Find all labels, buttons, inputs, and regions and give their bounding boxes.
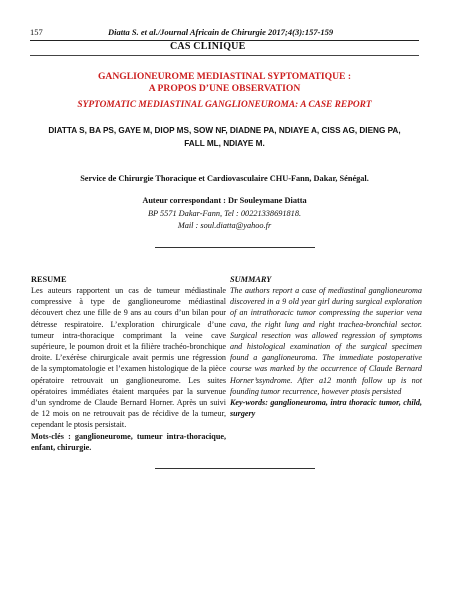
authors-line2: FALL ML, NDIAYE M.	[184, 139, 265, 148]
authors-line1: DIATTA S, BA PS, GAYE M, DIOP MS, SOW NF, DIADNE PA, NDIAYE A, CISS AG, DIENG PA,	[48, 126, 401, 135]
title-french-line2: A PROPOS D’UNE OBSERVATION	[148, 83, 301, 94]
resume-column	[31, 274, 226, 453]
running-header: Diatta S. et al./Journal Africain de Chirurgie 2017;4(3):157-159	[108, 27, 334, 37]
affiliation: Service de Chirurgie Thoracique et Cardiovasculaire CHU-Fann, Dakar, Sénégal.	[80, 174, 369, 183]
separator-rule	[155, 247, 315, 248]
resume-heading: RESUME	[31, 275, 67, 284]
corresponding-address: BP 5571 Dakar-Fann, Tel : 00221338691818.	[147, 209, 302, 218]
resume-keywords: Mots-clés : ganglioneurome, tumeur intra-thoracique, enfant, chirurgie.	[31, 431, 226, 452]
corresponding-email: Mail : soul.diatta@yahoo.fr	[177, 221, 272, 230]
bottom-separator-rule	[155, 468, 315, 469]
summary-column	[230, 274, 422, 419]
title-french-line1: GANGLIONEUROME MEDIASTINAL SYPTOMATIQUE :	[97, 71, 352, 82]
summary-keywords: Key-words: ganglioneuroma, intra thoracic tumor, child, surgery	[230, 398, 422, 419]
section-rule	[30, 55, 419, 56]
resume-body: Les auteurs rapportent un cas de tumeur médiastinale compressive à type de ganglioneurome médiastinal découvert chez une fille de 9 ans au cours d’un bilan pour détresse respiratoire. L’exploration chirurgicale d’une tumeur intra-thoracique comprimant la veine cave supérieure, le poumon droit et la filière trachéo-bronchique droite. L’exérèse chirurgicale avait permis une régression de la symptomatologie et l’examen histologique de la pièce opératoire retrouvait un ganglioneurome. Les suites opératoires immédiates étaient marquées par la survenue d’un syndrome de Claude Bernard Horner. Après un suivi de 12 mois on ne retrouvait pas de récidive de la tumeur, cependant le ptosis persistait.	[31, 286, 226, 430]
page-number: 157	[30, 27, 43, 37]
summary-body: The authors report a case of mediastinal ganglioneuroma discovered in a 9 old year girl during surgical exploration of an intrathoracic tumor compressing the superior vena cava, the right lung and right trachea-bronchial sector. Surgical resection was allowed regression of symptoms and histological examination of the surgical specimen found a ganglioneuroma. The immediate postoperative course was marked by the occurrence of Claude Bernard Horner’ssyndrome. After a12 month follow up is not founding tumor recurrence, however ptosis persisted	[230, 286, 422, 396]
section-label: CAS CLINIQUE	[170, 41, 246, 52]
corresponding-author: Auteur correspondant : Dr Souleymane Diatta	[142, 196, 307, 205]
summary-heading: SUMMARY	[230, 275, 272, 284]
title-english: SYPTOMATIC MEDIASTINAL GANGLIONEUROMA: A CASE REPORT	[77, 100, 372, 110]
